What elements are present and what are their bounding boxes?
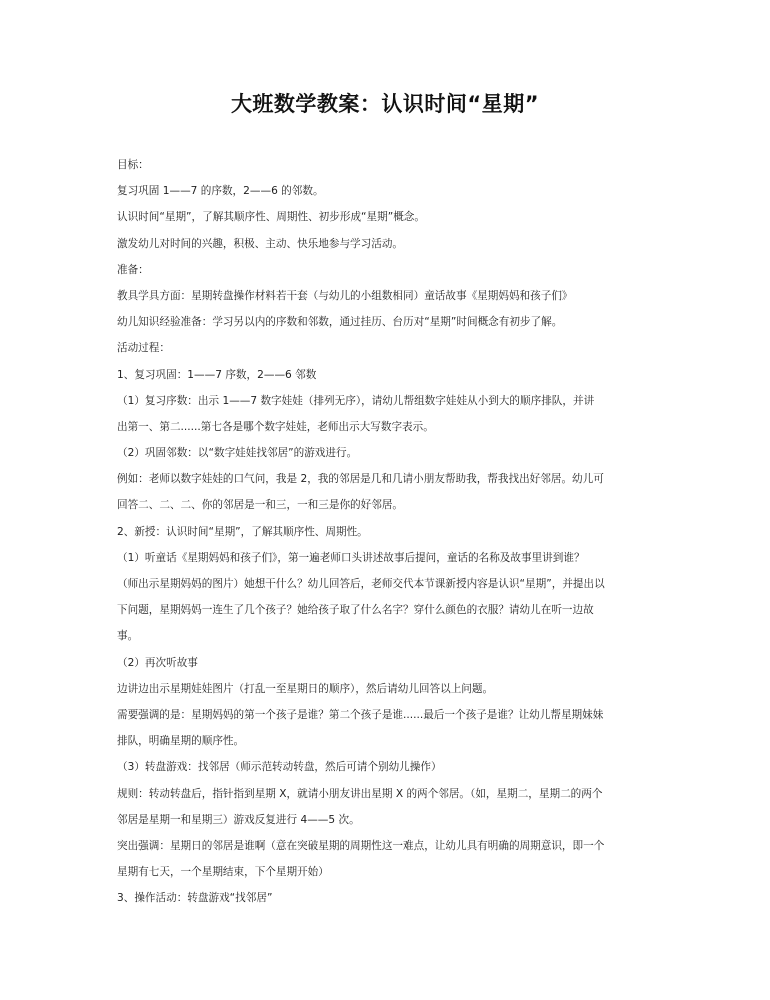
text-line: 复习巩固 1——7 的序数，2——6 的邻数。 <box>117 185 324 198</box>
text-line: 下问题，星期妈妈一连生了几个孩子？她给孩子取了什么名字？穿什么颜色的衣服？请幼儿在听一边故 <box>117 604 594 617</box>
text-line: 例如：老师以数字娃娃的口气问，我是 2，我的邻居是几和几请小朋友帮助我，帮我找出好邻居。幼儿可 <box>117 473 604 486</box>
text-line: 激发幼儿对时间的兴趣，积极、主动、快乐地参与学习活动。 <box>117 237 404 250</box>
text-line: 3、操作活动：转盘游戏“找邻居” <box>117 892 273 905</box>
text-line: 事。 <box>117 630 139 643</box>
text-line: 需要强调的是：星期妈妈的第一个孩子是谁？第二个孩子是谁......最后一个孩子是谁？让幼儿帮星期妹妹 <box>117 708 604 721</box>
text-line: （1）复习序数：出示 1——7 数字娃娃（排列无序），请幼儿帮组数字娃娃从小到大的顺序排队，并讲 <box>117 394 595 407</box>
text-line: 规则：转动转盘后，指针指到星期 X，就请小朋友讲出星期 X 的两个邻居。（如，星期二，星期二的两个 <box>117 787 603 800</box>
document-title: 大班数学教案：认识时间“星期” <box>230 92 540 116</box>
text-line: 星期有七天，一个星期结束，下个星期开始） <box>117 866 329 879</box>
text-line: 目标： <box>117 159 149 171</box>
text-line: 出第一、第二......第七各是哪个数字娃娃，老师出示大写数字表示。 <box>117 420 434 433</box>
text-line: 准备： <box>117 263 149 276</box>
text-line: 1、复习巩固：1——7 序数，2——6 邻数 <box>117 368 317 381</box>
text-line: 教具学具方面：星期转盘操作材料若干套（与幼儿的小组数相同）童话故事《星期妈妈和孩子们》 <box>117 289 573 302</box>
text-line: 幼儿知识经验准备：学习另以内的序数和邻数，通过挂历、台历对“星期”时间概念有初步了解。 <box>117 316 563 329</box>
text-line: （师出示星期妈妈的图片）她想干什么？幼儿回答后，老师交代本节课新授内容是认识“星期”，并提出以 <box>117 578 605 590</box>
text-line: （1）听童话《星期妈妈和孩子们》，第一遍老师口头讲述故事后提问，童话的名称及故事里讲到谁？ <box>117 551 585 564</box>
text-line: （2）巩固邻数：以“数字娃娃找邻居”的游戏进行。 <box>117 447 358 460</box>
text-line: 回答二、二、二、你的邻居是一和三，一和三是你的好邻居。 <box>117 499 404 512</box>
text-line: 活动过程： <box>117 342 170 355</box>
text-line: 排队，明确星期的顺序性。 <box>117 735 245 748</box>
text-line: 边讲边出示星期娃娃图片（打乱一至星期日的顺序），然后请幼儿回答以上问题。 <box>117 682 494 695</box>
text-line: 认识时间“星期”，了解其顺序性、周期性、初步形成“星期”概念。 <box>117 211 425 224</box>
text-line: 邻居是星期一和星期三）游戏反复进行 4——5 次。 <box>117 813 360 826</box>
text-line: 2、新授：认识时间“星期”，了解其顺序性、周期性。 <box>117 525 368 538</box>
document-body <box>117 152 662 911</box>
text-line: （3）转盘游戏：找邻居（师示范转动转盘，然后可请个别幼儿操作） <box>117 761 442 774</box>
text-line: 突出强调：星期日的邻居是谁啊（意在突破星期的周期性这一难点，让幼儿具有明确的周期意识，即一个 <box>117 839 605 852</box>
text-line: （2）再次听故事 <box>117 656 198 669</box>
